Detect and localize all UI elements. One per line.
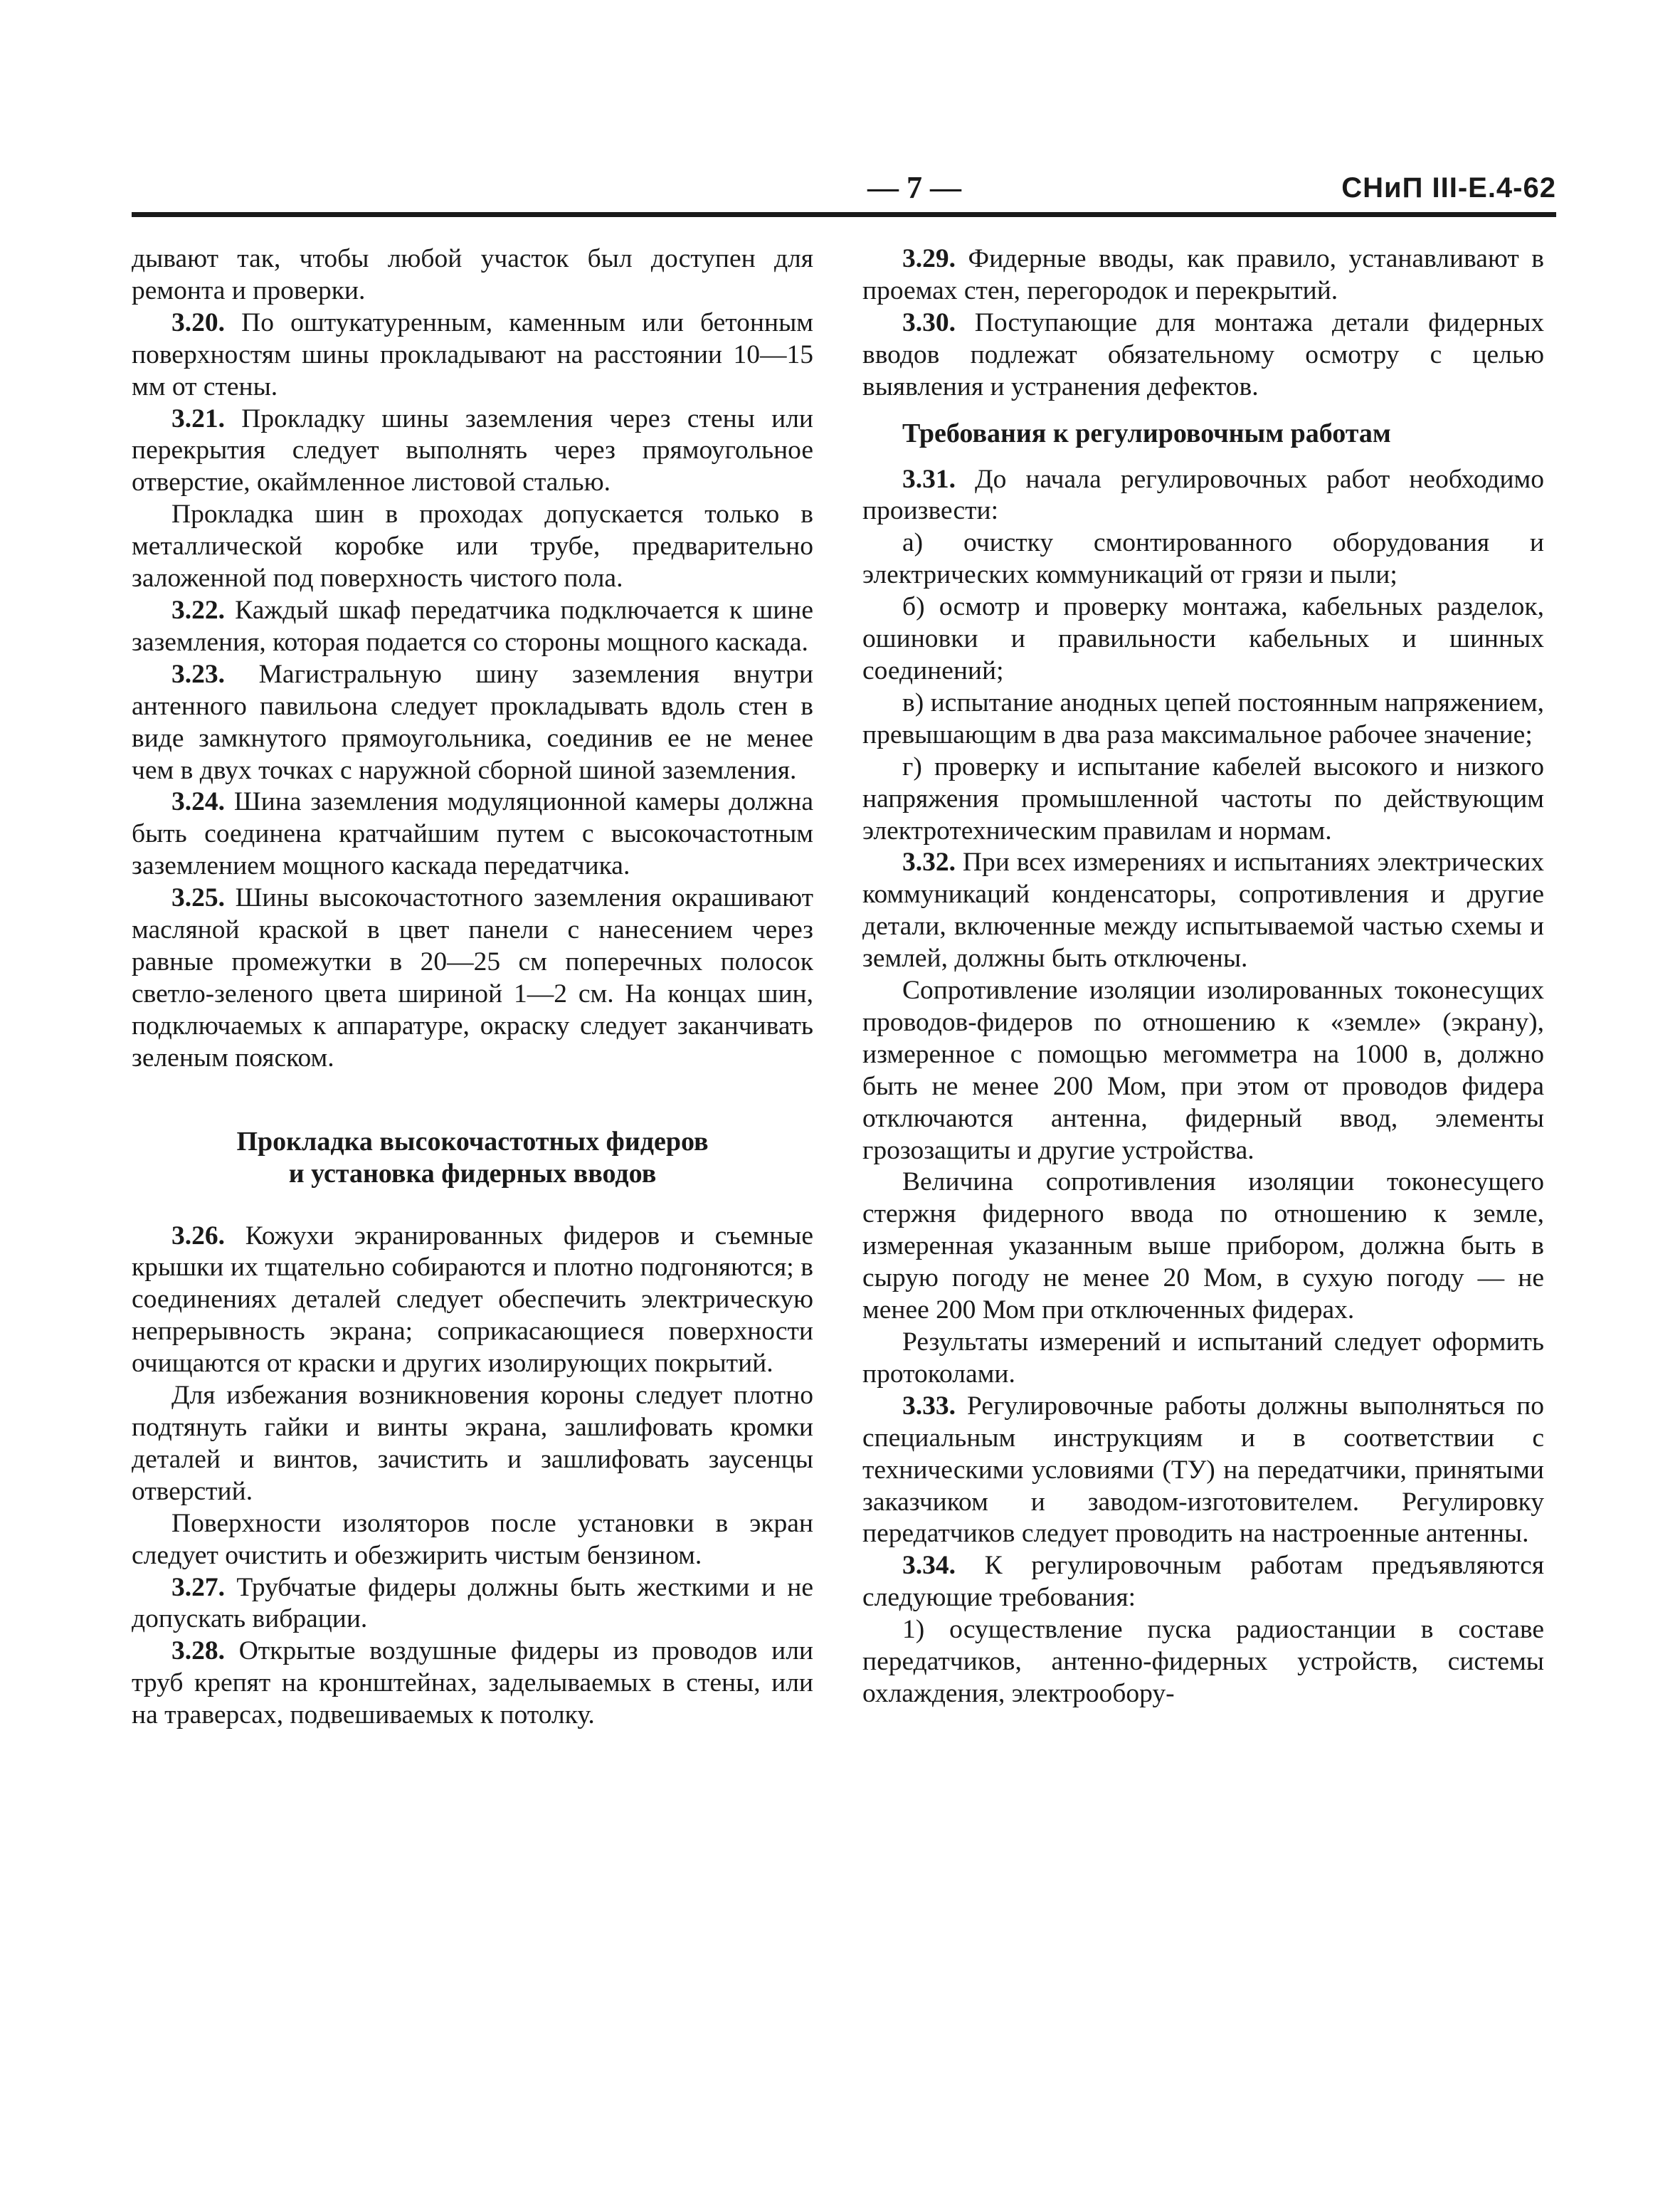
paragraph: Сопротивление изоляции изолированных токонесущих проводов-фидеров по отношению к «земле» (экрану), измеренное с помощью мегомметра на 1000 в, должно быть не менее 200 Мом, при этом от проводов фидера отключаются антенна, фидерный ввод, элементы грозозащиты и другие устройства. <box>862 976 1544 1165</box>
paragraph-3-26: 3.26. Кожухи экранированных фидеров и съемные крышки их тщательно собираются и плотно подгоняются; в соединениях деталей следует обеспечить электрическую непрерывность экрана; соприкасающиеся поверхности очищаются от краски и других изолирующих покрытий. <box>132 1221 813 1379</box>
list-item-c: в) испытание анодных цепей постоянным напряжением, превышающим в два раза максимальное рабочее значение; <box>862 688 1544 749</box>
paragraph-3-20: 3.20. По оштукатуренным, каменным или бетонным поверхностям шины прокладывают на расстоянии 10—15 мм от стены. <box>132 307 813 401</box>
section-heading-feeders: Прокладка высокочастотных фидеров и установка фидерных вводов <box>236 1126 709 1189</box>
paragraph-3-30: 3.30. Поступающие для монтажа детали фидерных вводов подлежат обязательному осмотру с целью выявления и устранения дефектов. <box>862 307 1544 401</box>
paragraph-3-22: 3.22. Каждый шкаф передатчика подключается к шине заземления, которая подается со стороны мощного каскада. <box>132 595 813 657</box>
paragraph: Прокладка шин в проходах допускается только в металлической коробке или трубе, предварительно заложенной под поверхность чистого пола. <box>132 500 813 594</box>
paragraph-3-23: 3.23. Магистральную шину заземления внутри антенного павильона следует прокладывать вдоль стен в виде замкнутого прямоугольника, соединив ее не менее чем в двух точках с наружной сборной шиной заземления. <box>132 659 813 785</box>
page-header <box>132 169 1556 217</box>
paragraph-3-31: 3.31. До начала регулировочных работ необходимо произвести: <box>862 464 1544 526</box>
section-heading-adjustment: Требования к регулировочным работам <box>902 418 1391 448</box>
list-item-1: 1) осуществление пуска радиостанции в составе передатчиков, антенно-фидерных устройств, системы охлаждения, электрообору- <box>862 1615 1544 1708</box>
page-number: — 7 — <box>867 170 961 205</box>
list-item-a: а) очистку смонтированного оборудования и электрических коммуникаций от грязи и пыли; <box>862 528 1544 590</box>
paragraph: дывают так, чтобы любой участок был доступен для ремонта и проверки. <box>132 244 813 305</box>
paragraph: Величина сопротивления изоляции токонесущего стержня фидерного ввода по отношению к земле, измеренная указанным выше прибором, должна быть в сырую погоду не менее 20 Мом, в сухую погоду — не менее 200 Мом при отключенных фидерах. <box>862 1167 1544 1325</box>
paragraph-3-21: 3.21. Прокладку шины заземления через стены или перекрытия следует выполнять через прямоугольное отверстие, окаймленное листовой сталью. <box>132 404 813 497</box>
right-column <box>862 243 1544 1710</box>
paragraph-3-25: 3.25. Шины высокочастотного заземления окрашивают масляной краской в цвет панели с нанесением через равные промежутки в 20—25 см поперечных полосок светло-зеленого цвета шириной 1—2 см. На концах шин, подключаемых к аппаратуре, окраску следует заканчивать зеленым пояском. <box>132 883 813 1073</box>
paragraph-3-24: 3.24. Шина заземления модуляционной камеры должна быть соединена кратчайшим путем с высокочастотным заземлением мощного каскада передатчика. <box>132 787 813 881</box>
paragraph: Результаты измерений и испытаний следует оформить протоколами. <box>862 1327 1544 1389</box>
paragraph-3-28: 3.28. Открытые воздушные фидеры из проводов или труб крепят на кронштейнах, заделываемых в стены, или на траверсах, подвешиваемых к потолку. <box>132 1636 813 1730</box>
paragraph-3-32: 3.32. При всех измерениях и испытаниях электрических коммуникаций конденсаторы, сопротивления и другие детали, включенные между испытываемой частью схемы и землей, должны быть отключены. <box>862 848 1544 974</box>
document-code: СНиП III-Е.4-62 <box>1341 172 1556 204</box>
paragraph-3-34: 3.34. К регулировочным работам предъявляются следующие требования: <box>862 1551 1544 1613</box>
paragraph-3-29: 3.29. Фидерные вводы, как правило, устанавливают в проемах стен, перегородок и перекрытий. <box>862 244 1544 305</box>
paragraph-3-33: 3.33. Регулировочные работы должны выполняться по специальным инструкциям и в соответствии с техническими условиями (ТУ) на передатчики, принятыми заказчиком и заводом-изготовителем. Регулировку передатчиков следует проводить на настроенные антенны. <box>862 1391 1544 1549</box>
paragraph: Поверхности изоляторов после установки в экран следует очистить и обезжирить чистым бензином. <box>132 1508 813 1570</box>
paragraph: Для избежания возникновения короны следует плотно подтянуть гайки и винты экрана, зашлифовать кромки деталей и винтов, зачистить и зашлифовать заусенцы отверстий. <box>132 1381 813 1506</box>
left-column <box>132 243 813 1732</box>
list-item-d: г) проверку и испытание кабелей высокого и низкого напряжения промышленной частоты по действующим электротехническим правилам и нормам. <box>862 752 1544 846</box>
list-item-b: б) осмотр и проверку монтажа, кабельных разделок, ошиновки и правильности кабельных и шинных соединений; <box>862 592 1544 685</box>
paragraph-3-27: 3.27. Трубчатые фидеры должны быть жесткими и не допускать вибрации. <box>132 1572 813 1634</box>
